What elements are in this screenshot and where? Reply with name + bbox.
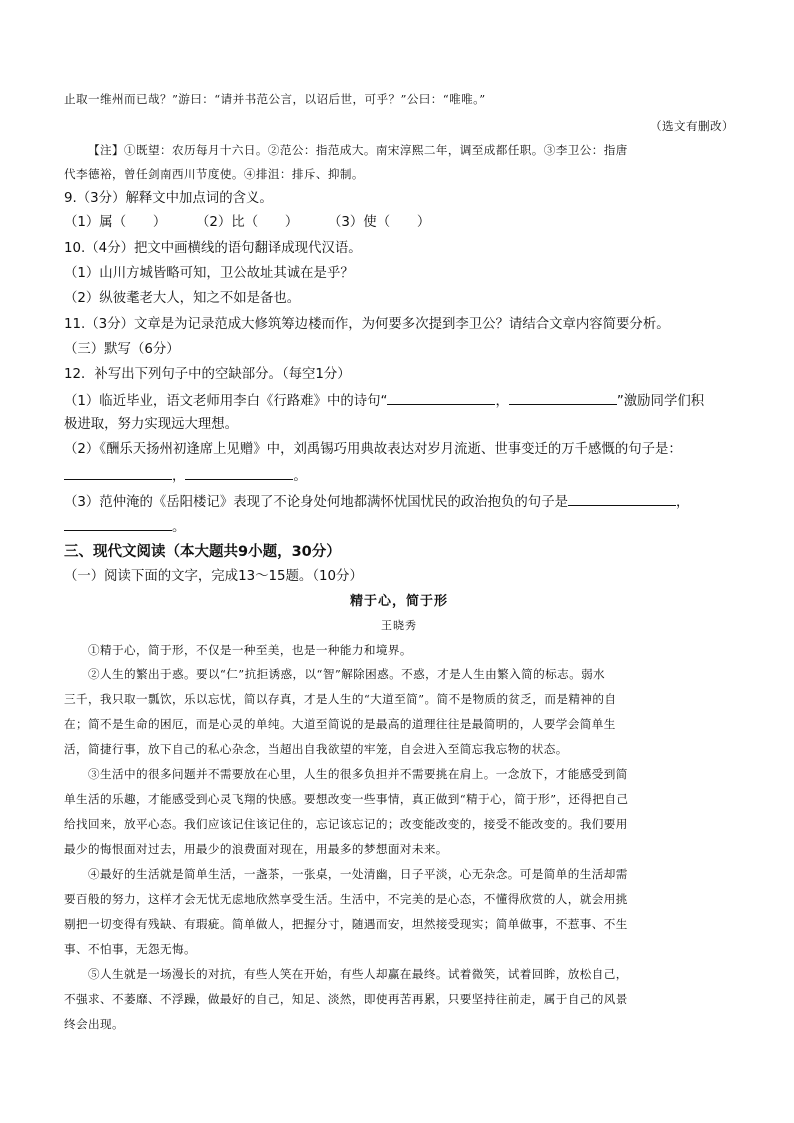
question-12-2-answer [64,466,734,486]
article-p2-line-2: 三千，我只取一瓢饮，乐以忘忧，简以存真，才是人生的“大道至简”。简不是物质的贫乏，而是精神的自 [64,692,617,706]
question-12-1 [64,391,734,411]
question-12-3 [64,492,734,512]
article-p4-line-3: 剔把一切变得有残缺、有瑕疵。简单做人，把握分寸，随遇而安，坦然接受现实；简单做事，不惹事、不生 [64,917,628,931]
article-p3-line-3: 给找回来，放平心态。我们应该记住该记住的，忘记该忘记的；改变能改变的，接受不能改变的。我们要用 [64,817,628,831]
answer-blank-12-3a[interactable] [568,492,676,506]
question-10-2: （2）纵彼耄老大人，知之不如是备也。 [64,291,301,306]
question-12-2-end: 。 [293,469,307,484]
question-12-1-cont: 极进取，努力实现远大理想。 [64,417,239,432]
question-12-1-prompt: （1）临近毕业，语文老师用李白《行路难》中的诗句“ [64,394,388,409]
article-p2-line-1: ②人生的繁出于惑。要以“仁”抗拒诱惑，以“智”解除困惑。不惑，才是人生由繁入简的标志。弱水 [88,667,606,681]
article-author: 王晓秀 [381,619,417,632]
question-10: 10.（4分）把文中画横线的语句翻译成现代汉语。 [64,241,362,256]
article-p5-line-2: 不强求、不萎靡、不浮躁，做最好的自己，知足、淡然，即使再苦再累，只要坚持往前走，属于自己的风景 [64,992,628,1006]
question-12-3-prompt: （3）范仲淹的《岳阳楼记》表现了不论身处何地都满怀忧国忧民的政治抱负的句子是 [64,495,568,510]
article-p4-line-2: 要百般的努力，这样才会无忧无虑地欣然享受生活。生活中，不完美的是心态，不懂得欣赏的人，就会用挑 [64,892,628,906]
question-12-1-tail: ”激励同学们积 [616,394,705,409]
article-p3-line-1: ③生活中的很多问题并不需要放在心里，人生的很多负担并不需要挑在肩上。一念放下，才能感受到简 [88,767,628,781]
question-9-item-3: （3）使（ ） [328,215,431,230]
article-p2-line-4: 活，简捷行事，放下自己的私心杂念，当超出自我欲望的牢笼，自会进入至简忘我忘物的状态。 [64,742,568,756]
article-p4-line-1: ④最好的生活就是简单生活，一盏茶，一张桌，一处清幽，日子平淡，心无杂念。可是简单的生活却需 [88,867,628,881]
article-p3-line-4: 最少的悔恨面对过去，用最少的浪费面对现在，用最多的梦想面对未来。 [64,842,448,856]
article-title: 精于心，简于形 [349,594,448,609]
article-p3-line-2: 单生活的乐趣，才能感受到心灵飞翔的快感。要想改变一些事情，真正做到“精于心，简于形”，还得把自己 [64,792,629,806]
source-note: （选文有删改） [650,119,734,133]
answer-blank-12-3b[interactable] [64,517,172,531]
answer-blank-12-2a[interactable] [64,466,172,480]
question-11: 11.（3分）文章是为记录范成大修筑筹边楼而作，为何要多次提到李卫公？请结合文章内容简要分析。 [64,317,670,332]
answer-blank-12-1a[interactable] [387,391,495,405]
answer-blank-12-2b[interactable] [185,466,293,480]
article-p4-line-4: 事、不怕事，无怨无悔。 [64,942,196,956]
question-12-1-sep: ， [495,394,509,409]
question-9-items [64,214,734,232]
passage-last-line: 止取一维州而已哉？”游曰：“请并书范公言，以诏后世，可乎？”公曰：“唯唯。” [64,92,486,106]
section-3-heading: 三、现代文阅读（本大题共9小题，30分） [64,544,341,560]
answer-blank-12-1b[interactable] [509,391,617,405]
question-12-3-end: 。 [172,520,186,535]
question-10-1: （1）山川方城皆略可知，卫公故址其诚在是乎？ [64,266,354,281]
question-12-2-sep: ， [172,469,186,484]
question-9-item-2: （2）比（ ） [196,215,299,230]
question-9: 9.（3分）解释文中加点词的含义。 [64,191,273,206]
article-p5-line-3: 终会出现。 [64,1017,124,1031]
question-9-item-1: （1）属（ ） [64,215,167,230]
question-12: 12．补写出下列句子中的空缺部分。（每空1分） [64,367,351,382]
article-paragraph-1: ①精于心，简于形，不仅是一种至美，也是一种能力和境界。 [88,643,412,657]
article-p5-line-1: ⑤人生就是一场漫长的对抗，有些人笑在开始，有些人却赢在最终。试着微笑，试着回眸，放松自己， [88,967,628,981]
question-12-3-answer [64,517,734,537]
question-12-3-sep: ， [675,495,690,510]
section-3-sub: （一）阅读下面的文字，完成13～15题。（10分） [64,569,363,584]
question-12-2: （2）《酬乐天扬州初逢席上见赠》中，刘禹锡巧用典故表达对岁月流逝、世事变迁的万千感慨的句子是： [64,442,682,457]
section-dictation-heading: （三）默写（6分） [64,342,180,357]
annotation-line-2: 代李德裕，曾任剑南西川节度使。④排沮：排斥、抑制。 [64,167,364,181]
annotation-line-1: 【注】①既望：农历每月十六日。②范公：指范成大。南宋淳熙二年，调至成都任职。③李卫公：指唐 [88,143,628,157]
article-p2-line-3: 在；简不是生命的困厄，而是心灵的单纯。大道至简说的是最高的道理往往是最简明的，人要学会简单生 [64,717,616,731]
